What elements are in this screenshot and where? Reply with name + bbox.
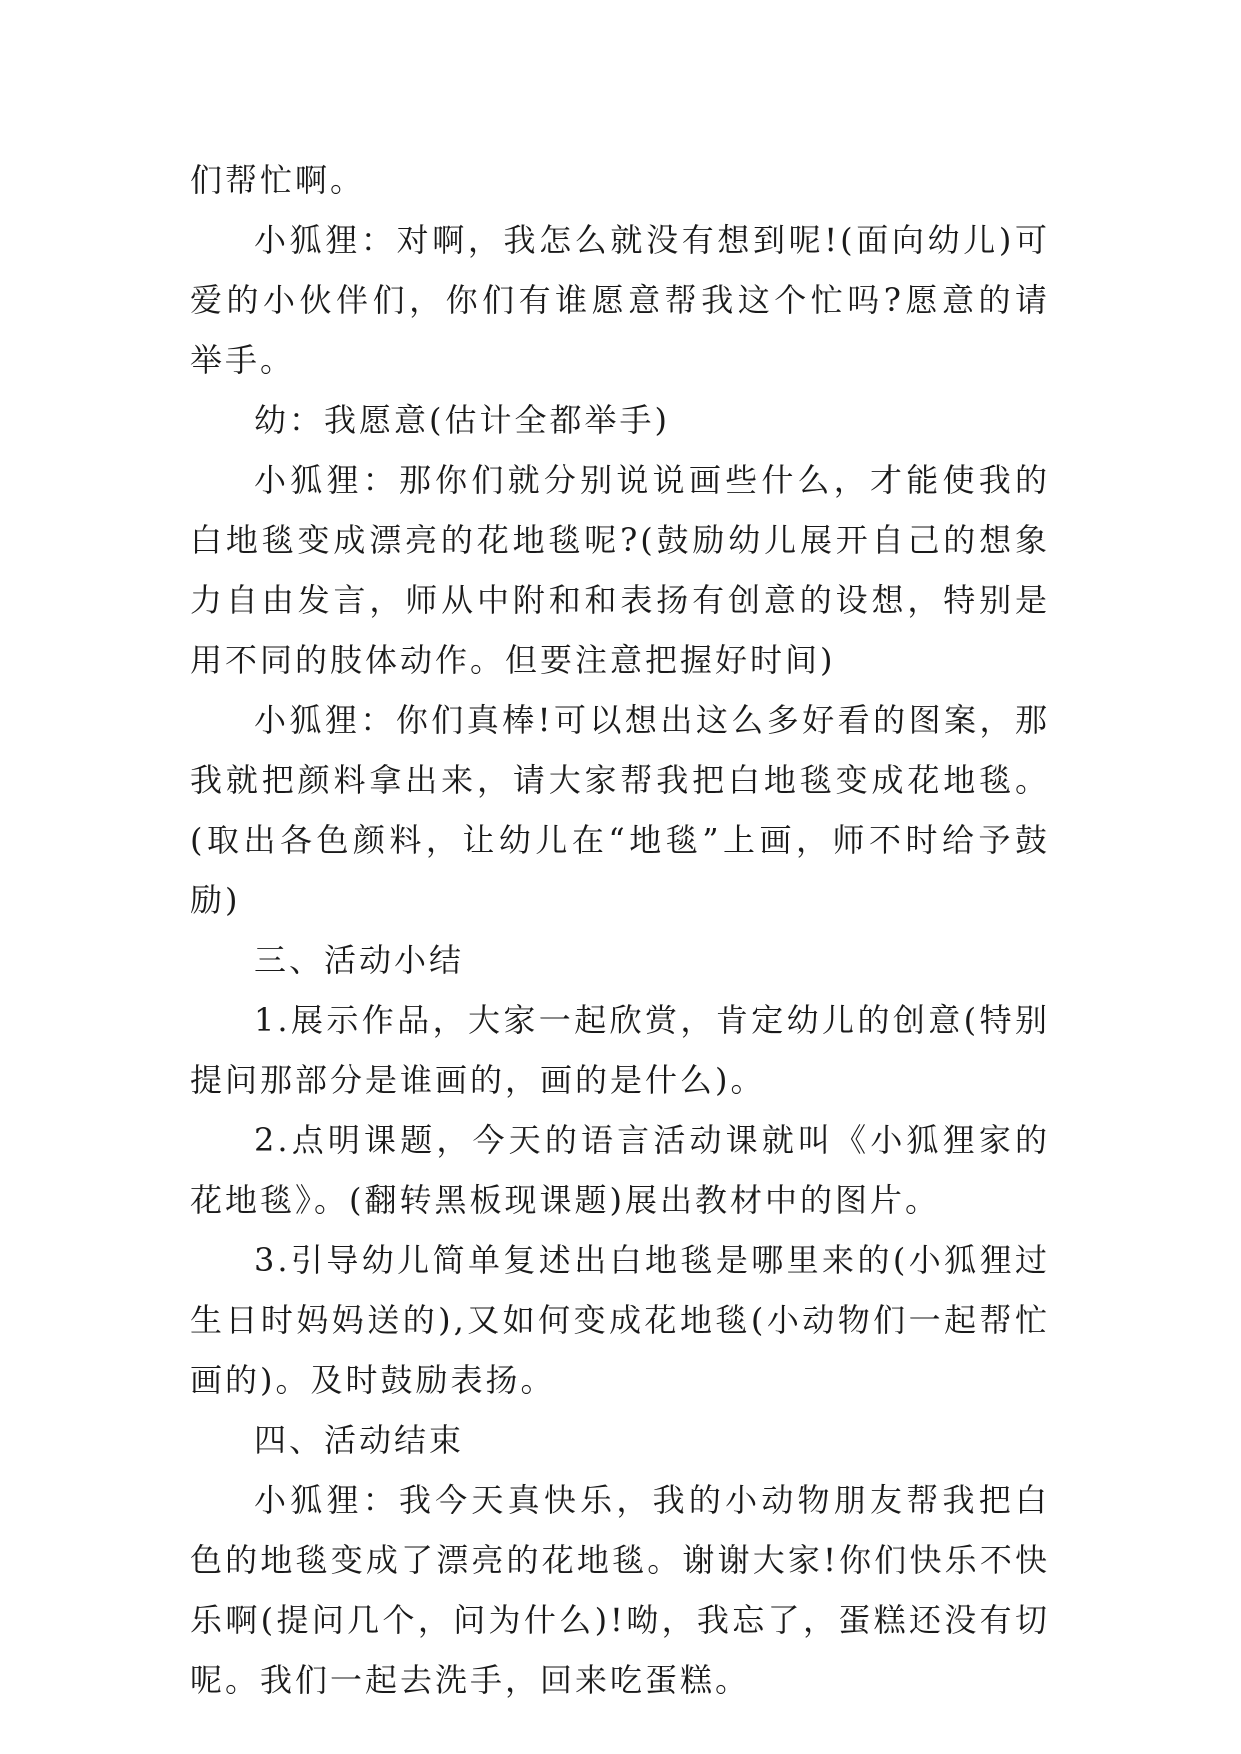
list-item-3: 3.引导幼儿简单复述出白地毯是哪里来的(小狐狸过生日时妈妈送的),又如何变成花地毯(小动物们一起帮忙画的)。及时鼓励表扬。: [190, 1241, 1050, 1399]
paragraph-fox-praise: 小狐狸：你们真棒!可以想出这么多好看的图案，那我就把颜料拿出来，请大家帮我把白地毯变成花地毯。(取出各色颜料，让幼儿在“地毯”上画，师不时给予鼓励): [190, 701, 1050, 919]
section-heading-summary: 三、活动小结: [254, 941, 465, 979]
paragraph-fox-question: 小狐狸：那你们就分别说说画些什么，才能使我的白地毯变成漂亮的花地毯呢?(鼓励幼儿展开自己的想象力自由发言，师从中附和和表扬有创意的设想，特别是用不同的肢体动作。但要注意把握好时间): [190, 461, 1050, 679]
section-heading-ending: 四、活动结束: [254, 1421, 465, 1459]
paragraph-continuation: 们帮忙啊。: [190, 161, 366, 199]
list-item-2: 2.点明课题，今天的语言活动课就叫《小狐狸家的花地毯》。(翻转黑板现课题)展出教材中的图片。: [190, 1121, 1050, 1219]
list-item-1: 1.展示作品，大家一起欣赏，肯定幼儿的创意(特别提问那部分是谁画的，画的是什么)。: [190, 1001, 1050, 1099]
document-body: [190, 150, 1050, 1710]
paragraph-fox-closing: 小狐狸：我今天真快乐，我的小动物朋友帮我把白色的地毯变成了漂亮的花地毯。谢谢大家!你们快乐不快乐啊(提问几个，问为什么)!呦，我忘了，蛋糕还没有切呢。我们一起去洗手，回来吃蛋糕。: [190, 1481, 1050, 1699]
paragraph-children-reply: 幼：我愿意(估计全都举手): [254, 401, 670, 439]
paragraph-fox-dialogue: 小狐狸：对啊，我怎么就没有想到呢!(面向幼儿)可爱的小伙伴们，你们有谁愿意帮我这个忙吗?愿意的请举手。: [190, 221, 1050, 379]
